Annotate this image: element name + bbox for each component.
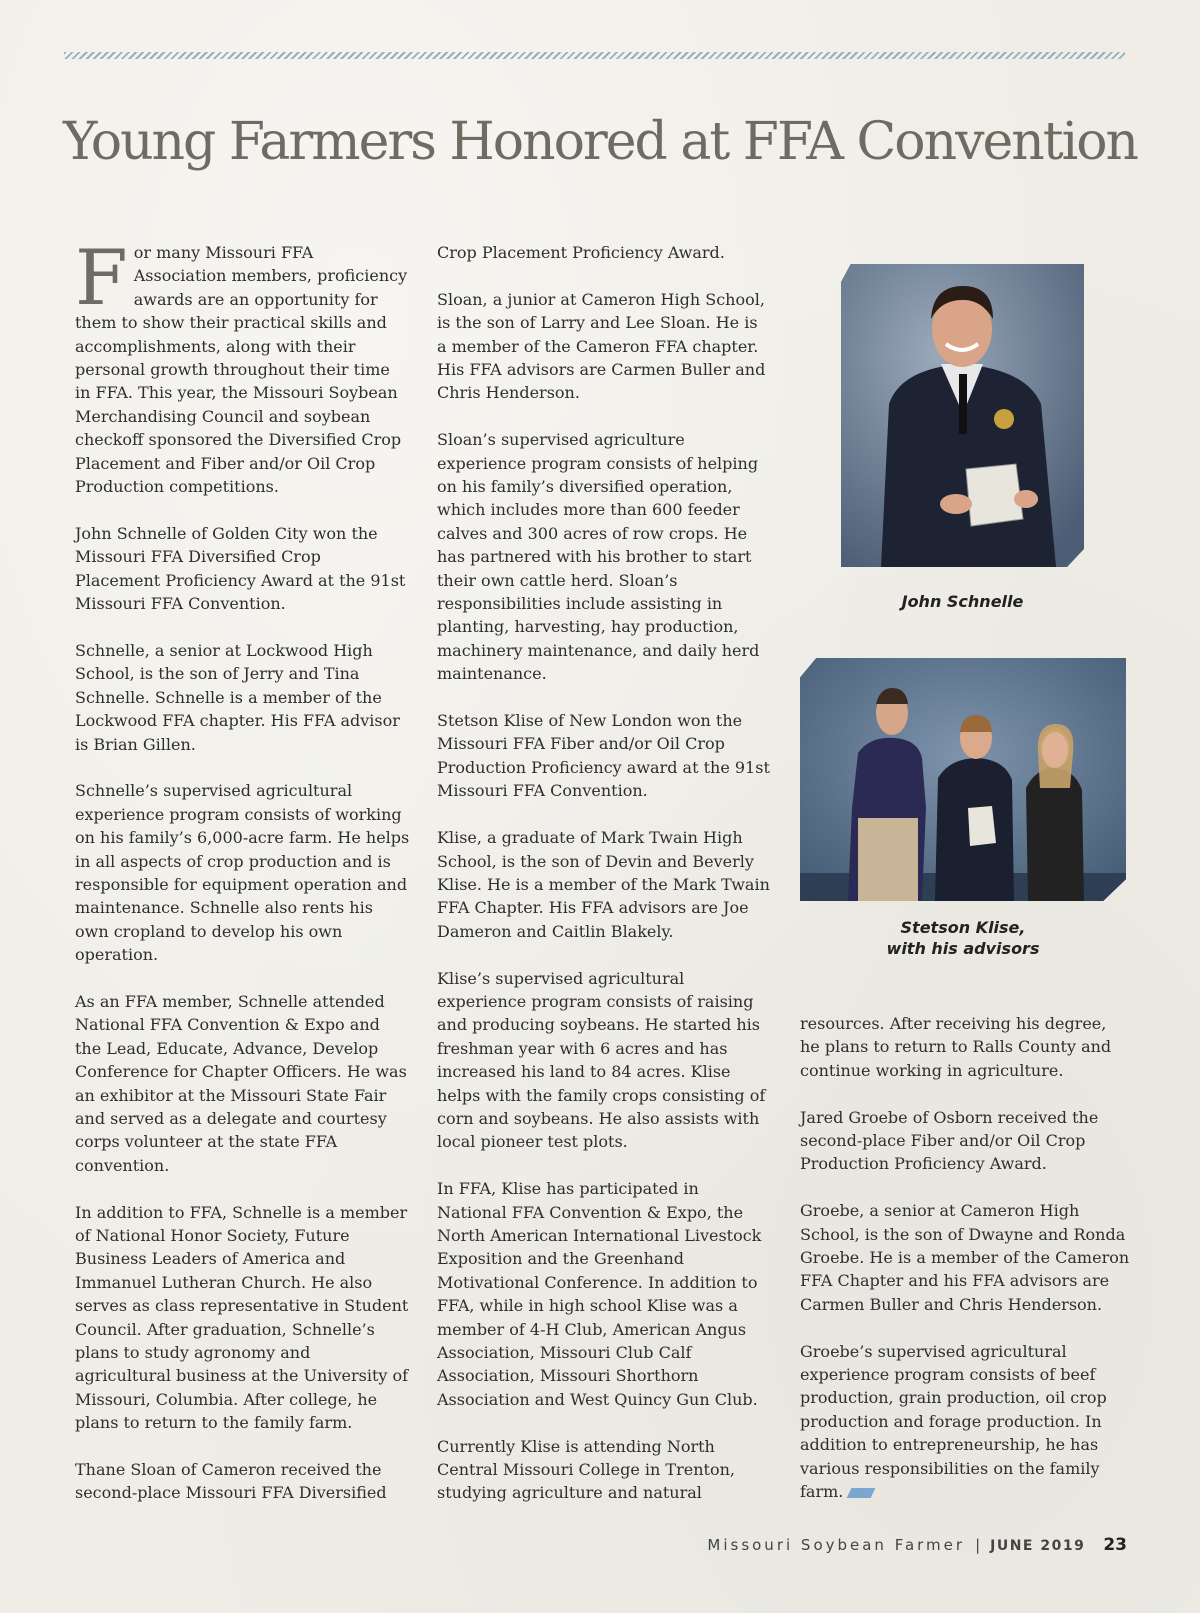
page-number: 23 bbox=[1103, 1535, 1127, 1555]
photo-stetson-klise bbox=[800, 658, 1126, 901]
paragraph: Crop Placement Proficiency Award. bbox=[437, 243, 725, 262]
paragraph: Groebe, a senior at Cameron High School, is the son of Dwayne and Ronda Groebe. He is a member of the Cameron FFA Chapter and his FFA advisors are Carmen Buller and Chris Henderson. bbox=[800, 1201, 1130, 1314]
group-illustration bbox=[800, 658, 1126, 901]
paragraph: As an FFA member, Schnelle attended National FFA Convention & Expo and the Lead, Educate, Advance, Develop Conference for Chapter Officers. He was an exhibitor at the Missouri State Fair and served as a delegate and courtesy corps volunteer at the state FFA convention. bbox=[75, 991, 407, 1175]
paragraph: John Schnelle of Golden City won the Missouri FFA Diversified Crop Placement Proficiency Award at the 91st Missouri FFA Convention. bbox=[75, 523, 406, 614]
article-column-2 bbox=[437, 241, 772, 1528]
article-column-1 bbox=[75, 233, 410, 1528]
person-illustration bbox=[841, 264, 1084, 567]
paragraph: Thane Sloan of Cameron received the second-place Missouri FFA Diversified bbox=[75, 1460, 387, 1503]
paragraph: resources. After receiving his degree, he plans to return to Ralls County and continue working in agriculture. bbox=[800, 1014, 1112, 1080]
drop-cap: F bbox=[75, 233, 128, 322]
photo-caption-stetson-klise: Stetson Klise, with his advisors bbox=[886, 918, 1040, 958]
paragraph: In FFA, Klise has participated in National FFA Convention & Expo, the North American International Livestock Exposition and the Greenhand Motivational Conference. In addition to FFA, while in high school Klise was a member of 4-H Club, American Angus Association, Missouri Club Calf Association, Missouri Shorthorn Association and West Quincy Gun Club. bbox=[437, 1179, 762, 1409]
paragraph: Sloan’s supervised agriculture experience program consists of helping on his family’s diversified operation, which includes more than 600 feeder calves and 300 acres of row crops. He has partnered with his brother to start their own cattle herd. Sloan’s responsibilities include assisting in planting, harvesting, hay production, machinery maintenance, and daily herd maintenance. bbox=[437, 430, 760, 684]
paragraph: Sloan, a junior at Cameron High School, is the son of Larry and Lee Sloan. He is a member of the Cameron FFA chapter. His FFA advisors are Carmen Buller and Chris Henderson. bbox=[437, 289, 766, 403]
paragraph: For many Missouri FFA Association members, proficiency awards are an opportunity for them to show their practical skills and accomplishments, along with their personal growth throughout their time in FFA. This year, the Missouri Soybean Merchandising Council and soybean checkoff sponsored the Diversified Crop Placement and Fiber and/or Oil Crop Production competitions. bbox=[75, 233, 408, 497]
paragraph: Klise’s supervised agricultural experience program consists of raising and producing soybeans. He started his freshman year with 6 acres and has increased his land to 84 acres. Klise helps with the family crops consisting of corn and soybeans. He also assists with local pioneer test plots. bbox=[437, 968, 766, 1152]
page-footer bbox=[707, 1535, 1127, 1555]
paragraph: Schnelle’s supervised agricultural experience program consists of working on his family’s 6,000-acre farm. He helps in all aspects of crop production and is responsible for equipment operation and maintenance. Schnelle also rents his own cropland to develop his own operation. bbox=[75, 781, 410, 965]
paragraph: Groebe’s supervised agricultural experience program consists of beef production, grain production, oil crop production and forage production. In addition to entrepreneurship, he has various responsibilities on the family farm. bbox=[800, 1341, 1107, 1502]
article-title: Young Farmers Honored at FFA Convention bbox=[62, 112, 1138, 172]
top-decorative-rule bbox=[64, 52, 1125, 59]
footer-separator: | bbox=[975, 1536, 981, 1554]
issue-date: JUNE 2019 bbox=[990, 1538, 1086, 1554]
paragraph: In addition to FFA, Schnelle is a member of National Honor Society, Future Business Leaders of America and Immanuel Lutheran Church. He also serves as class representative in Student Council. After graduation, Schnelle’s plans to study agronomy and agricultural business at the University of Missouri, Columbia. After college, he plans to return to the family farm. bbox=[75, 1202, 409, 1433]
end-of-article-icon bbox=[847, 1488, 876, 1498]
article-column-3 bbox=[800, 1012, 1130, 1527]
paragraph: Klise, a graduate of Mark Twain High School, is the son of Devin and Beverly Klise. He is a member of the Mark Twain FFA Chapter. His FFA advisors are Joe Dameron and Caitlin Blakely. bbox=[437, 828, 770, 941]
photo-john-schnelle bbox=[841, 264, 1084, 567]
paragraph: Stetson Klise of New London won the Missouri FFA Fiber and/or Oil Crop Production Proficiency award at the 91st Missouri FFA Convention. bbox=[437, 711, 770, 801]
paragraph: Currently Klise is attending North Central Missouri College in Trenton, studying agriculture and natural bbox=[437, 1436, 735, 1503]
publication-name: Missouri Soybean Farmer bbox=[707, 1536, 966, 1554]
paragraph: Schnelle, a senior at Lockwood High School, is the son of Jerry and Tina Schnelle. Schnelle is a member of the Lockwood FFA chapter. His FFA advisor is Brian Gillen. bbox=[75, 640, 400, 754]
paragraph: Jared Groebe of Osborn received the second-place Fiber and/or Oil Crop Production Proficiency Award. bbox=[800, 1107, 1099, 1174]
photo-caption-john-schnelle: John Schnelle bbox=[901, 592, 1024, 611]
